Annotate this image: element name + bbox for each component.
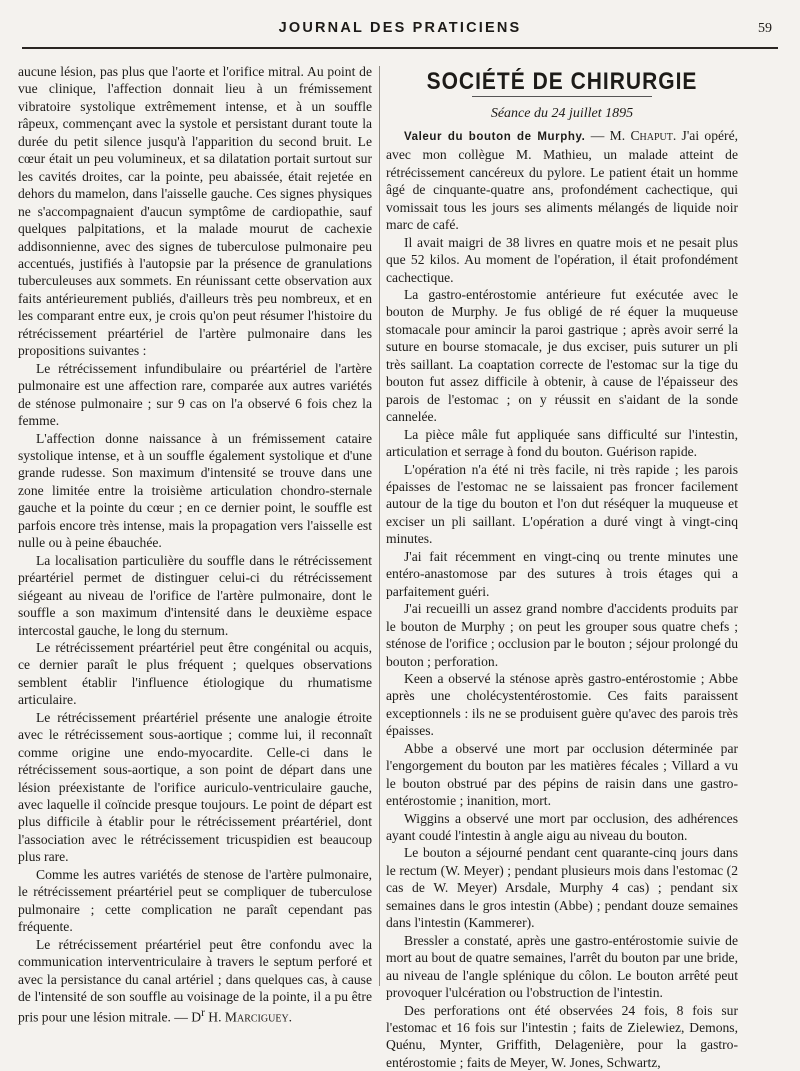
paragraph: L'opération n'a été ni très facile, ni très rapide ; les parois épaisses de l'estomac ne se laissaient pas froncer facilement autour de la tige du bouton et l'on dut réséquer la muqueuse et exciser un pli saillant. L'opération a duré vingt à vingt-cinq minutes.: [386, 461, 738, 547]
paragraph: J'ai recueilli un assez grand nombre d'accidents produits par le bouton de Murphy ; on peut les grouper sous quatre chefs ; sténose de l'orifice ; occlusion par le bouton ; séjour prolongé du bouton ; perforation.: [386, 601, 738, 669]
column-divider: [379, 66, 380, 986]
paragraph: Le rétrécissement préartériel présente une analogie étroite avec le rétrécissement sous-aortique ; comme lui, il reconnaît comme origine une endo-myocardite. Celle-ci dans le rétrécissement sous-aortique, a son point de départ dans une lésion préexistante de l'orifice auriculo-ventriculaire gauche, avec laquelle il coïncide presque toujours. Le point de départ est plus difficile à établir pour le rétrécissement préartériel, dont l'association avec le rétrécissement tricuspidien est beaucoup plus rare.: [18, 709, 372, 865]
running-title: JOURNAL DES PRATICIENS: [278, 20, 522, 36]
title-superscript: r: [201, 1007, 205, 1020]
article-title: Valeur du bouton de Murphy.: [404, 130, 586, 143]
lead-paragraph: [386, 127, 738, 234]
speaker-name: Chaput.: [630, 127, 677, 143]
section-underline: [472, 96, 652, 97]
paragraph: La pièce mâle fut appliquée sans difficulté sur l'intestin, articulation et serrage à fond du bouton. Guérison rapide.: [386, 426, 738, 460]
right-column: [386, 63, 738, 1071]
paragraph: La gastro-entérostomie antérieure fut exécutée avec le bouton de Murphy. Je fus obligé de ré équer la muqueuse stomacale pour amincir la paroi gastrique ; après avoir serré la suture en bourse stomacale, je dus exciser, puis suturer un pli très saillant. La coaptation correcte de l'estomac sur la tige du bouton fut assez difficile à obtenir, à cause de l'épaisseur des parois de l'estomac ; on y réussit en s'aidant de la sonde cannelée.: [386, 286, 738, 425]
paragraph: Abbe a observé une mort par occlusion déterminée par l'engorgement du bouton par les matières fécales ; Villard a vu le bouton obstrué par des pépins de raisin dans une gastro-entérostomie ; inanition, mort.: [386, 740, 738, 809]
paragraph: Keen a observé la sténose après gastro-entérostomie ; Abbe après une cholécystentérostomie. Ces faits paraissent exceptionnels : ils ne se produisent guère qu'avec des parois très épaisses.: [386, 670, 738, 739]
paragraph: Le rétrécissement préartériel peut être congénital ou acquis, ce dernier paraît le plus fréquent ; quelques observations semblent établir l'influence étiologique du rhumatisme articulaire.: [18, 639, 372, 708]
author-signature: H. Marciguey.: [208, 1010, 293, 1025]
page-header: [22, 14, 778, 44]
paragraph: Comme les autres variétés de stenose de l'artère pulmonaire, le rétrécissement préartériel peut se compliquer de tuberculose pulmonaire ; cette complication ne paraît cependant pas fréquente.: [18, 866, 372, 935]
paragraph: Le rétrécissement infundibulaire ou préartériel de l'artère pulmonaire est une affection rare, comparée aux autres variétés de sténose pulmonaire ; sur 9 cas on l'a observé 6 fois chez la femme.: [18, 360, 372, 429]
paragraph: Bressler a constaté, après une gastro-entérostomie suivie de mort au bout de quatre semaines, l'arrêt du bouton par une bride, au niveau de l'angle splénique du côlon. Le bouton arrêté peut provoquer l'ulcération ou l'obstruction de l'intestin.: [386, 932, 738, 1001]
paragraph: J'ai fait récemment en vingt-cinq ou trente minutes une entéro-anastomose par des sutures à trois étages qui a parfaitement guéri.: [386, 548, 738, 599]
paragraph-with-signature: [18, 936, 372, 1027]
paragraph: L'affection donne naissance à un frémissement cataire systolique intense, et à un souffle également systolique et d'une grande rudesse. Son maximum d'intensité se trouve dans une zone limitée entre la troisième articulation chondro-sternale gauche et la pointe du cœur ; en ce dernier point, le souffle est parfois encore très intense, mais la propagation vers l'aisselle est nulle ou à peine ébauchée.: [18, 430, 372, 551]
paragraph: Des perforations ont été observées 24 fois, 8 fois sur l'estomac et 16 fois sur l'intestin ; faits de Zielewiez, Demons, Quénu, Mynter, Griffith, Delagenière, pour la gastro-entérostomie ; faits de Meyer, W. Jones, Schwartz,: [386, 1002, 738, 1070]
paragraph: aucune lésion, pas plus que l'aorte et l'orifice mitral. Au point de vue clinique, l'affection donnait lieu à un frémissement vibratoire systolique extrêmement intense, et à un souffle râpeux, commençant avec la systole et persistant durant toute la durée du petit silence jusqu'à l'apparition du second bruit. Le cœur était un peu volumineux, et sa dilatation portait surtout sur les cavités droites, car la pointe, peu abaissée, était rejetée en dehors du mamelon, dans l'aisselle gauche. Ces signes physiques ne s'accompagnaient d'aucun symptôme de cardiopathie, sauf quelques palpitations, et la malade mourut de cachexie addisonnienne, avec des signes de tuberculose pulmonaire peu accentués, justifiés à l'autopsie par la présence de granulations tuberculeuses aux sommets. En réunissant cette observation aux faits antérieurement publiés, d'ailleurs très peu nombreux, et en les comparant entre eux, je crois qu'on peut résumer l'histoire du rétrécissement préartériel de l'artère pulmonaire dans les propositions suivantes :: [18, 64, 372, 359]
page-number: 59: [758, 21, 772, 36]
header-rule: [22, 47, 778, 49]
paragraph: La localisation particulière du souffle dans le rétrécissement préartériel permet de distinguer celui-ci du rétrécissement siégeant au niveau de l'orifice de l'artère pulmonaire, dont le souffle a son maximum d'intensité dans le deuxième espace intercostal gauche, le long du sternum.: [18, 552, 372, 638]
session-date: Séance du 24 juillet 1895: [490, 106, 634, 122]
left-column: [18, 63, 372, 1026]
paragraph: Il avait maigri de 38 livres en quatre mois et ne pesait plus que 52 kilos. Au moment de l'opération, il était profondément cachectique.: [386, 234, 738, 285]
paragraph: Le bouton a séjourné pendant cent quarante-cinq jours dans le rectum (W. Meyer) ; pendant plusieurs mois dans l'estomac (2 cas de W. Meyer) Arsdale, Murphy 4 cas) ; pendant six semaines dans le gros intestin (Abbe) ; pendant douze semaines dans l'intestin (Kammerer).: [386, 845, 738, 931]
paragraph: Wiggins a observé une mort par occlusion, des adhérences ayant coudé l'intestin à angle aigu au niveau du bouton.: [386, 810, 738, 844]
section-title: SOCIÉTÉ DE CHIRURGIE: [426, 68, 698, 95]
lead-text: J'ai opéré, avec mon collègue M. Mathieu, un malade atteint de rétrécissement cancéreux du pylore. Le patient était un homme âgé de cinquante-quatre ans, profondément cachectique, qui vomissait tous les jours ses aliments mélangés de liquide noir marc de café.: [386, 127, 738, 233]
lead-dash: — M.: [585, 127, 631, 143]
paragraph-text: Le rétrécissement préartériel peut être confondu avec la communication interventriculaire à travers le septum perforé et avec la persistance du canal artériel ; dans quelques cas, à cause de l'intensité de son souffle au voisinage de la pointe, il a pu être pris pour une lésion mitrale. — D: [18, 936, 372, 1025]
